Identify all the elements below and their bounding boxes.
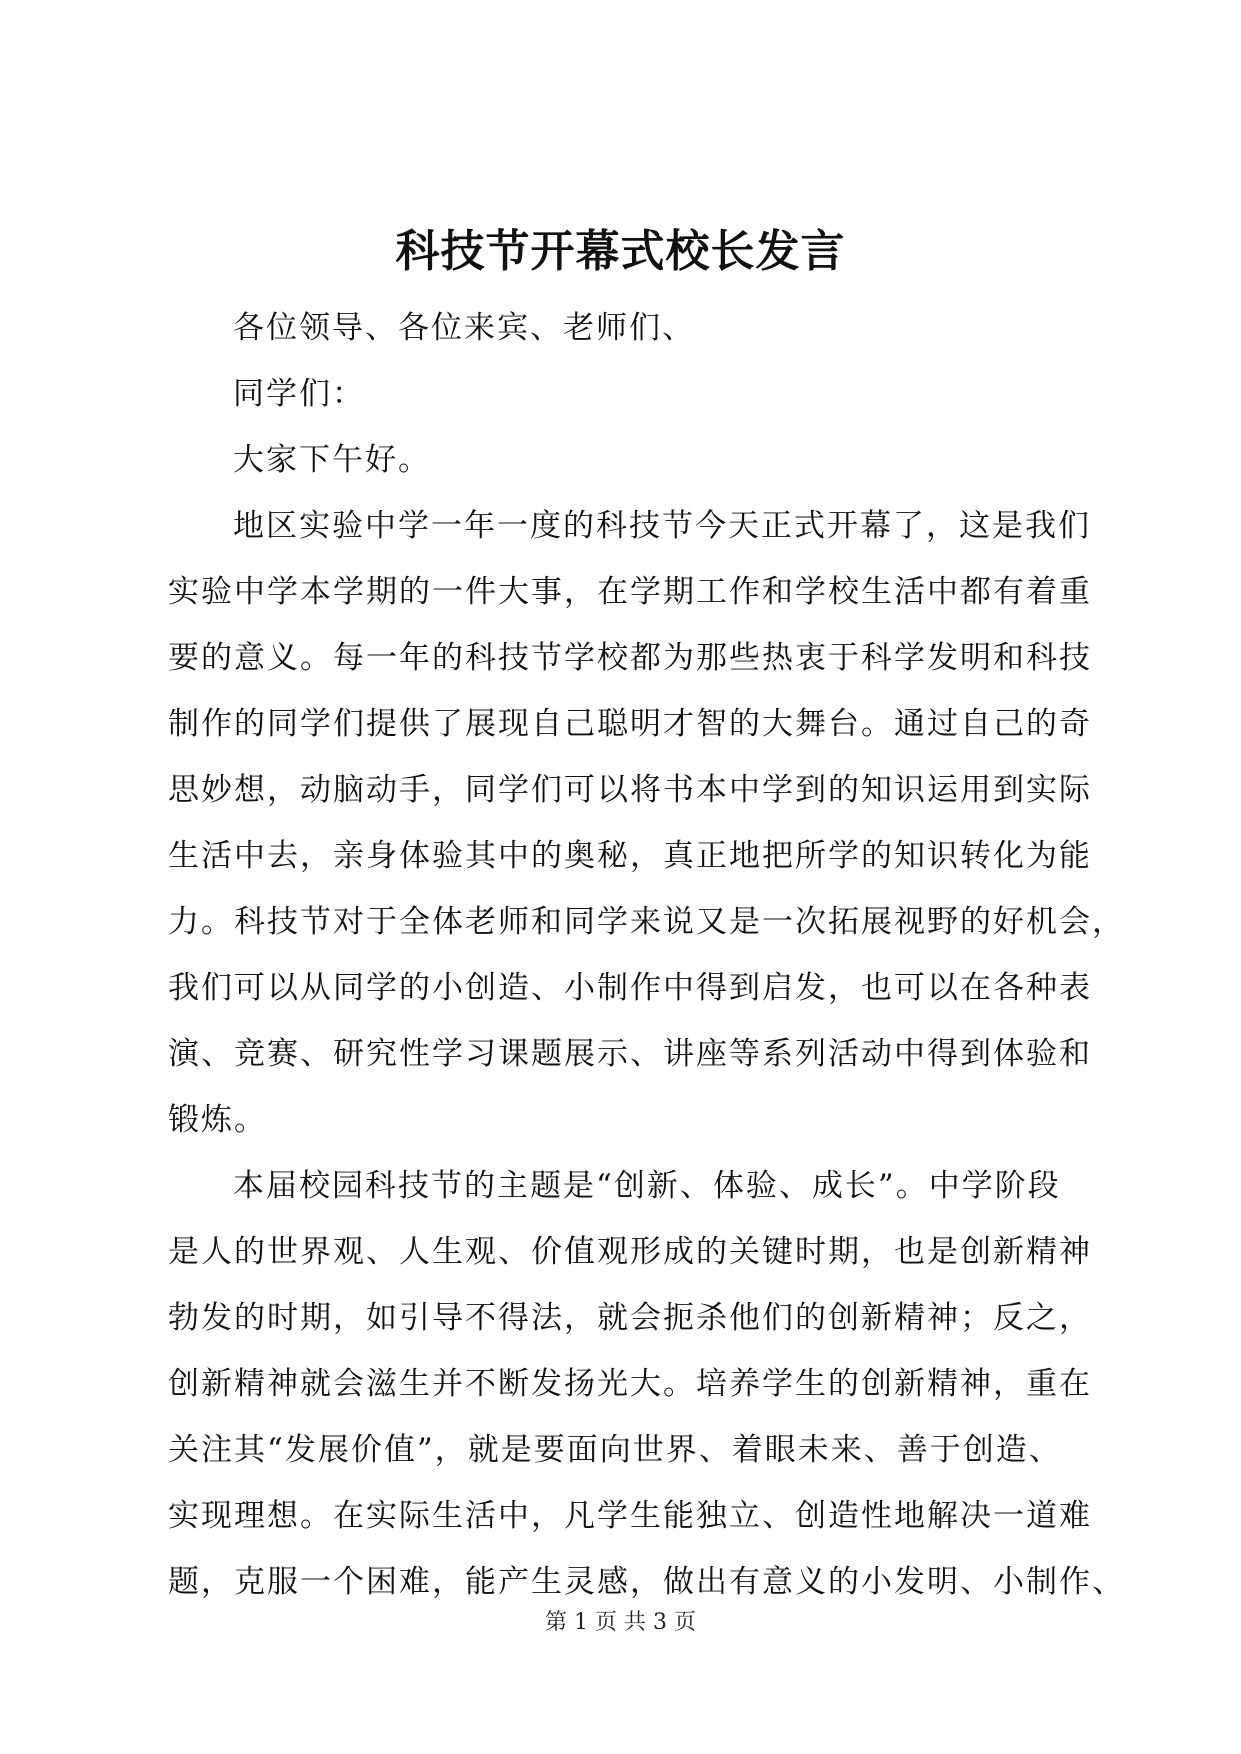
paragraph-line: 关注其“发展价值”，就是要面向世界、着眼未来、善于创造、 <box>168 1432 1062 1468</box>
paragraph-line: 要的意义。每一年的科技节学校都为那些热衷于科学发明和科技 <box>168 640 1092 676</box>
greeting-line: 各位领导、各位来宾、老师们、 <box>233 310 695 346</box>
paragraph-line: 本届校园科技节的主题是“创新、体验、成长”。中学阶段 <box>233 1168 1061 1204</box>
page-footer: 第 1 页 共 3 页 <box>545 1610 696 1635</box>
paragraph-line: 思妙想，动脑动手，同学们可以将书本中学到的知识运用到实际 <box>168 772 1092 808</box>
greeting-line: 同学们： <box>233 376 365 412</box>
paragraph-line: 是人的世界观、人生观、价值观形成的关键时期，也是创新精神 <box>168 1234 1092 1270</box>
paragraph <box>168 1153 1125 1615</box>
paragraph <box>168 493 1125 1153</box>
paragraph-line: 生活中去，亲身体验其中的奥秘，真正地把所学的知识转化为能 <box>168 838 1092 874</box>
paragraph-line: 演、竞赛、研究性学习课题展示、讲座等系列活动中得到体验和 <box>168 1036 1092 1072</box>
paragraph-line: 制作的同学们提供了展现自己聪明才智的大舞台。通过自己的奇 <box>168 706 1092 742</box>
greeting-line: 大家下午好。 <box>233 442 431 478</box>
paragraph-line: 勃发的时期，如引导不得法，就会扼杀他们的创新精神；反之， <box>168 1300 1092 1336</box>
paragraph-line: 题，克服一个困难，能产生灵感，做出有意义的小发明、小制作、 <box>168 1564 1125 1600</box>
paragraph-line: 实验中学本学期的一件大事，在学期工作和学校生活中都有着重 <box>168 574 1092 610</box>
paragraph-line: 力。科技节对于全体老师和同学来说又是一次拓展视野的好机会， <box>168 904 1125 940</box>
document-title: 科技节开幕式校长发言 <box>395 226 846 277</box>
paragraph-line: 锻炼。 <box>168 1102 267 1138</box>
paragraph-line: 创新精神就会滋生并不断发扬光大。培养学生的创新精神，重在 <box>168 1366 1092 1402</box>
document-body <box>168 295 1125 1615</box>
paragraph-line: 地区实验中学一年一度的科技节今天正式开幕了，这是我们 <box>233 508 1091 544</box>
paragraph-line: 我们可以从同学的小创造、小制作中得到启发，也可以在各种表 <box>168 970 1092 1006</box>
paragraph-line: 实现理想。在实际生活中，凡学生能独立、创造性地解决一道难 <box>168 1498 1092 1534</box>
